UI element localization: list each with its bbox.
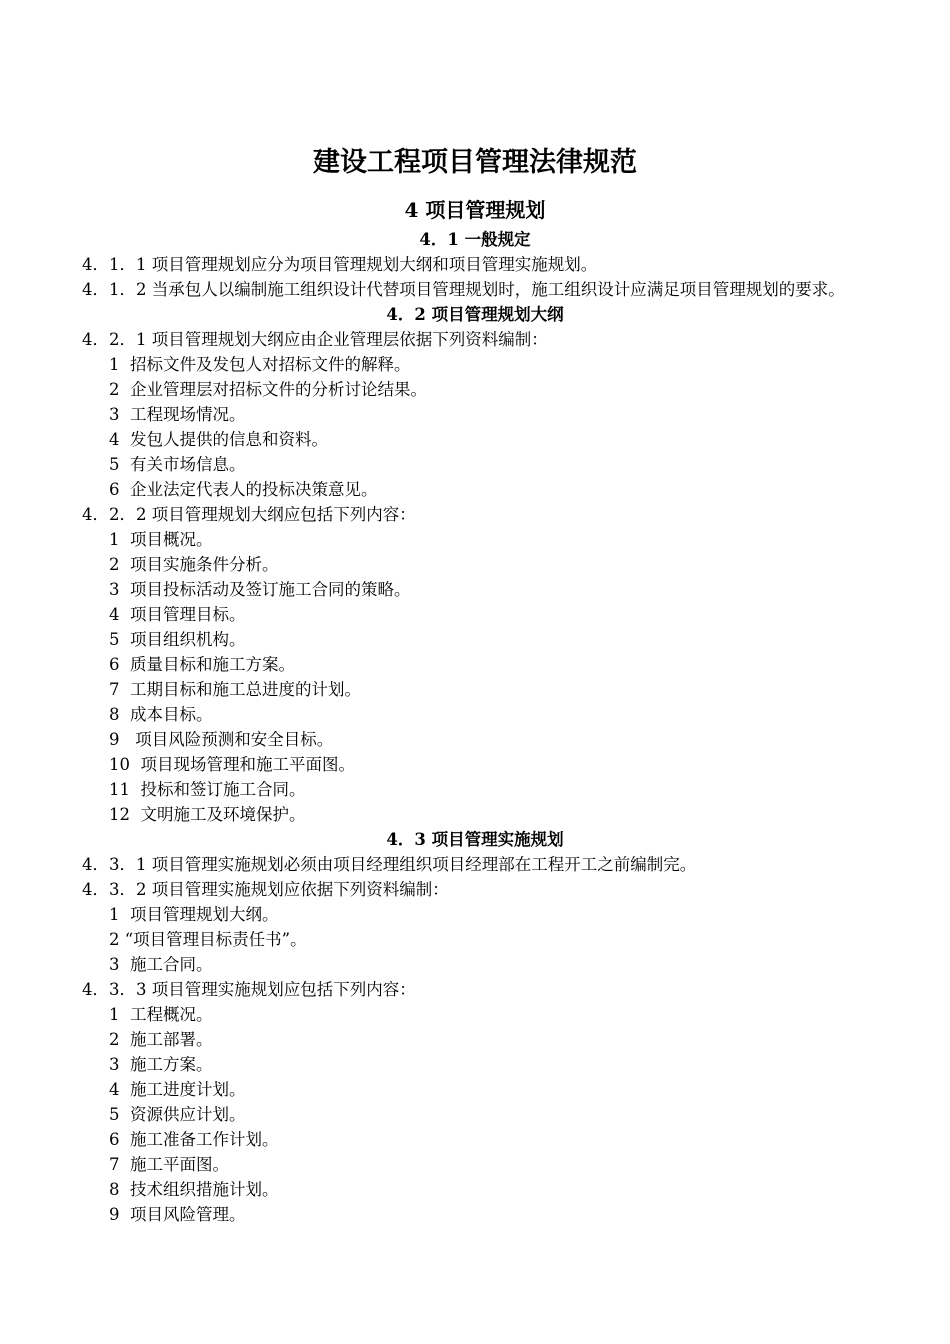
clause-paragraph: 4．1．1 项目管理规划应分为项目管理规划大纲和项目管理实施规划。 [82, 255, 598, 274]
document-title: 建设工程项目管理法律规范 [313, 147, 637, 178]
list-item: 6 质量目标和施工方案。 [109, 655, 295, 674]
list-item: 5 项目组织机构。 [109, 630, 246, 649]
section-heading: 4．3 项目管理实施规划 [386, 830, 564, 849]
list-item: 3 施工合同。 [109, 955, 213, 974]
list-item: 3 项目投标活动及签订施工合同的策略。 [109, 580, 411, 599]
list-item: 9 项目风险预测和安全目标。 [109, 730, 334, 749]
document-body [82, 227, 868, 1227]
clause-paragraph: 4．3．3 项目管理实施规划应包括下列内容： [82, 980, 416, 999]
list-item: 8 技术组织措施计划。 [109, 1180, 279, 1199]
list-item: 5 有关市场信息。 [109, 455, 246, 474]
list-item: 2 施工部署。 [109, 1030, 213, 1049]
list-item: 10 项目现场管理和施工平面图。 [109, 755, 355, 774]
list-item: 11 投标和签订施工合同。 [109, 780, 306, 799]
list-item: 6 企业法定代表人的投标决策意见。 [109, 480, 378, 499]
list-item: 1 招标文件及发包人对招标文件的解释。 [109, 355, 411, 374]
list-item: 2 企业管理层对招标文件的分析讨论结果。 [109, 380, 427, 399]
list-item: 2 “项目管理目标责任书”。 [109, 930, 307, 949]
list-item: 1 项目概况。 [109, 530, 213, 549]
list-item: 2 项目实施条件分析。 [109, 555, 279, 574]
clause-paragraph: 4．2．2 项目管理规划大纲应包括下列内容： [82, 505, 416, 524]
list-item: 6 施工准备工作计划。 [109, 1130, 279, 1149]
section-heading: 4．2 项目管理规划大纲 [386, 305, 564, 324]
clause-paragraph: 4．3．2 项目管理实施规划应依据下列资料编制： [82, 880, 449, 899]
list-item: 9 项目风险管理。 [109, 1205, 246, 1224]
list-item: 8 成本目标。 [109, 705, 213, 724]
clause-paragraph: 4．2．1 项目管理规划大纲应由企业管理层依据下列资料编制： [82, 330, 548, 349]
clause-paragraph: 4．3．1 项目管理实施规划必须由项目经理组织项目经理部在工程开工之前编制完。 [82, 855, 697, 874]
list-item: 4 发包人提供的信息和资料。 [109, 430, 328, 449]
chapter-heading: 4 项目管理规划 [404, 198, 546, 222]
list-item: 3 施工方案。 [109, 1055, 213, 1074]
list-item: 5 资源供应计划。 [109, 1105, 246, 1124]
list-item: 12 文明施工及环境保护。 [109, 805, 306, 824]
list-item: 1 项目管理规划大纲。 [109, 905, 279, 924]
section-heading: 4．1 一般规定 [419, 230, 531, 249]
list-item: 7 施工平面图。 [109, 1155, 229, 1174]
list-item: 4 施工进度计划。 [109, 1080, 246, 1099]
clause-paragraph: 4．1．2 当承包人以编制施工组织设计代替项目管理规划时，施工组织设计应满足项目管理规划的要求。 [82, 280, 845, 299]
list-item: 3 工程现场情况。 [109, 405, 246, 424]
list-item: 1 工程概况。 [109, 1005, 213, 1024]
list-item: 7 工期目标和施工总进度的计划。 [109, 680, 361, 699]
list-item: 4 项目管理目标。 [109, 605, 246, 624]
